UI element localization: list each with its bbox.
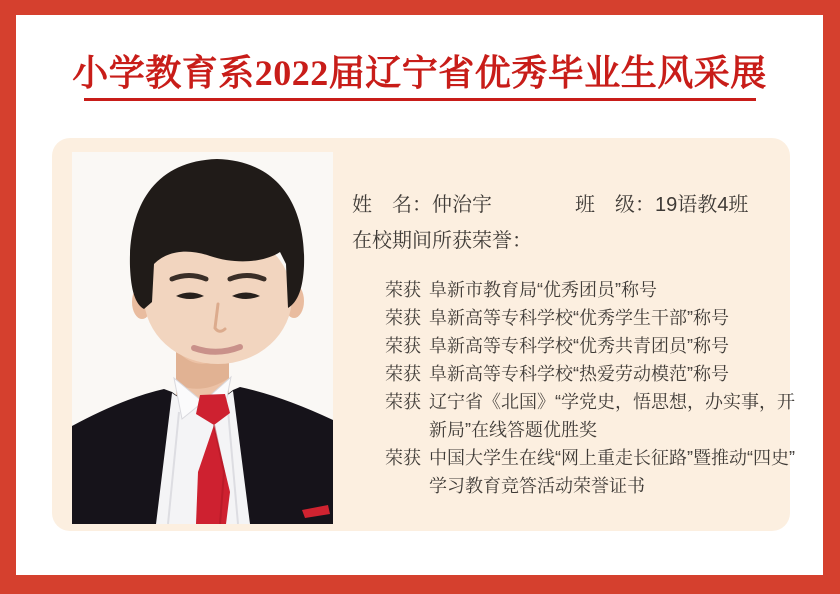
- honor-label: 荣获: [385, 336, 421, 356]
- honor-line: [385, 332, 790, 360]
- student-portrait-image: [72, 152, 333, 524]
- honors-header: 在校期间所获荣誉：: [352, 230, 532, 252]
- honor-label: 荣获: [385, 308, 421, 328]
- honor-line: [385, 472, 790, 500]
- name-row: [352, 188, 749, 217]
- honor-text: 新局”在线答题优胜奖: [429, 420, 597, 440]
- honor-text: 辽宁省《北国》“学党史，悟思想，办实事，开: [429, 392, 795, 412]
- name-value: 仲治宇: [432, 194, 492, 216]
- info-panel: [52, 138, 795, 531]
- honor-label: [385, 472, 429, 500]
- honor-line: [385, 444, 795, 472]
- honor-text: 阜新高等专科学校“优秀共青团员”称号: [429, 336, 729, 356]
- honor-text: 阜新高等专科学校“优秀学生干部”称号: [429, 308, 729, 328]
- class-label: 班 级：: [575, 194, 655, 216]
- honor-line: [385, 304, 790, 332]
- honor-line: [385, 360, 790, 388]
- honor-text: 阜新高等专科学校“热爱劳动模范”称号: [429, 364, 729, 384]
- honor-text: 阜新市教育局“优秀团员”称号: [429, 280, 657, 300]
- class-group: [575, 188, 748, 217]
- honor-text: 学习教育竞答活动荣誉证书: [429, 476, 645, 496]
- class-value: 19语教4班: [655, 194, 749, 216]
- honors-list: [385, 276, 795, 500]
- page-title: 小学教育系2022届辽宁省优秀毕业生风采展: [72, 53, 767, 93]
- honor-label: [385, 416, 429, 444]
- honor-text: 中国大学生在线“网上重走长征路”暨推动“四史”: [429, 448, 795, 468]
- student-photo: [72, 152, 333, 524]
- honor-line: [385, 388, 795, 416]
- student-info: [350, 138, 795, 531]
- poster-card: [16, 15, 823, 575]
- honor-label: 荣获: [385, 364, 421, 384]
- honor-label: 荣获: [385, 448, 421, 468]
- title-underline: [84, 98, 756, 101]
- honor-line: [385, 416, 790, 444]
- honor-label: 荣获: [385, 392, 421, 412]
- honor-line: [385, 276, 790, 304]
- honor-label: 荣获: [385, 280, 421, 300]
- name-label: 姓 名：: [352, 194, 432, 216]
